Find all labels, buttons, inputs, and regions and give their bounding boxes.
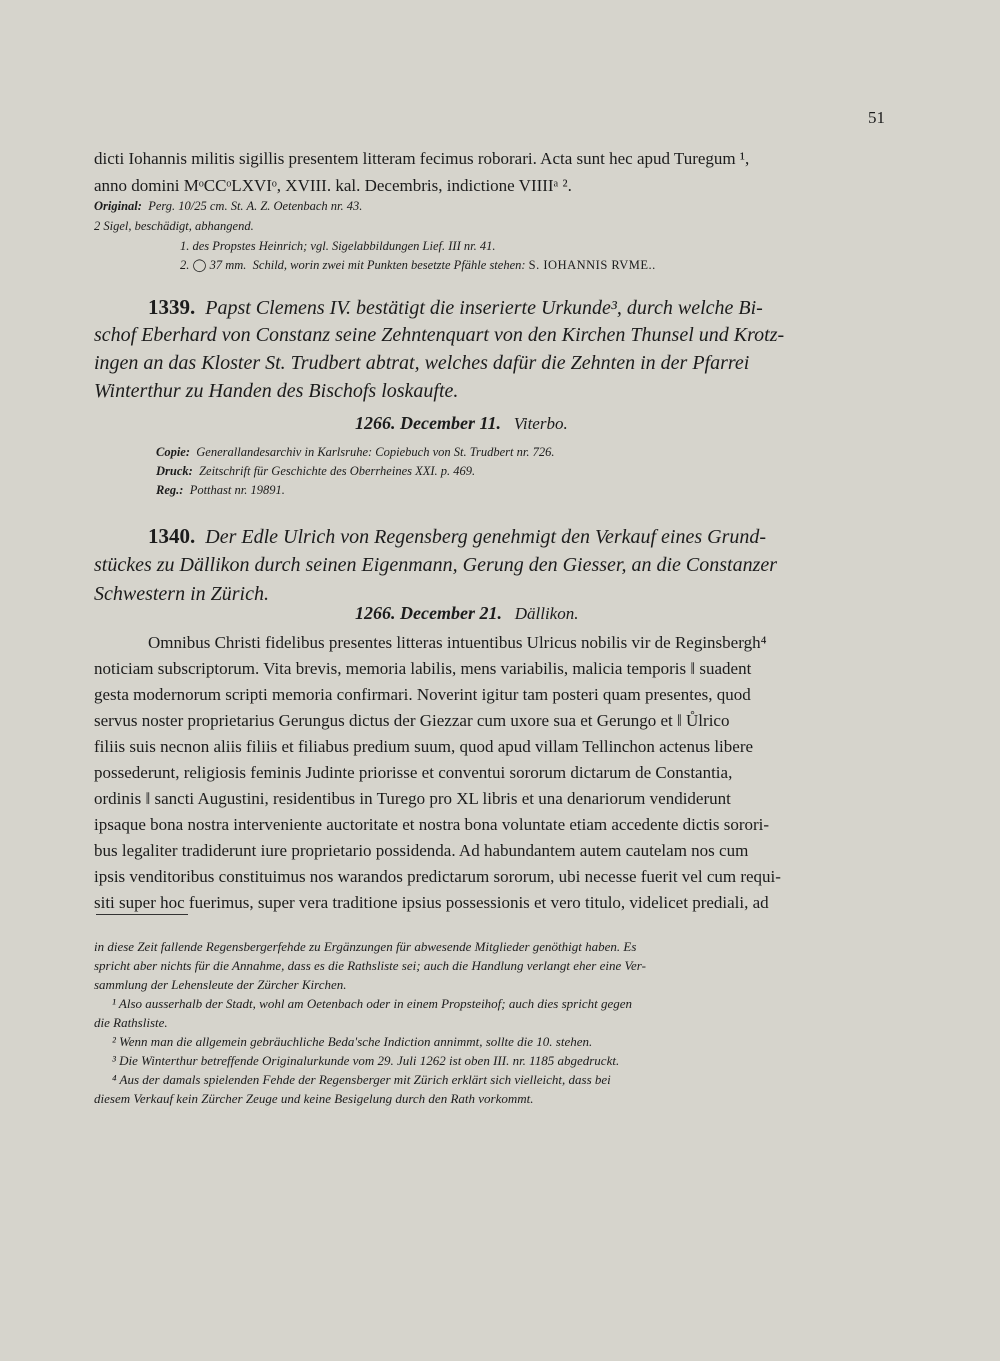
page-number: 51 [868,108,885,127]
body-line: possederunt, religiosis feminis Judinte priorisse et conventui sororum dictarum de Constantia, [94,763,733,782]
sigel-note: 2 Sigel, beschädigt, abhangend. [94,219,254,233]
footnote-4: ⁴ Aus der damals spielenden Fehde der Regensberger mit Zürich erklärt sich vielleicht, dass bei [112,1072,611,1087]
copie-label: Copie: [156,445,191,459]
doc-1339-summary: Papst Clemens IV. bestätigt die inserierte Urkunde³, durch welche Bi- [205,297,763,319]
doc-1339-place: Viterbo. [513,414,568,433]
doc-1339-number: 1339. [148,295,196,319]
body-line: Omnibus Christi fidelibus presentes litteras intuentibus Ulricus nobilis vir de Reginsbergh⁴ [148,633,767,652]
body-line: servus noster proprietarius Gerungus dictus der Giezzar cum uxore sua et Gerungo et ‖ Ůlrico [94,711,730,730]
original-label: Original: [94,199,142,213]
druck-text: Zeitschrift für Geschichte des Oberrheines XXI. p. 469. [199,464,476,478]
doc-1340-place: Dällikon. [514,604,579,623]
doc-1339-reg [156,484,285,497]
sigel-2-legend: S. IOHANNIS RVME.. [528,258,656,272]
doc-1340-heading-line [148,526,766,547]
sigel-note-1: 1. des Propstes Heinrich; vgl. Sigelabbildungen Lief. III nr. 41. [180,239,496,253]
footnote-line: diesem Verkauf kein Zürcher Zeuge und keine Besigelung durch den Rath vorkommt. [94,1091,534,1106]
footnote-1: ¹ Also ausserhalb der Stadt, wohl am Oetenbach oder in einem Propsteihof; auch dies spricht gegen [112,996,632,1011]
doc-1340-summary-line: stückes zu Dällikon durch seinen Eigenmann, Gerung den Giesser, an die Constanzer [94,554,778,576]
footnote-divider [96,914,188,915]
footnote-2: ² Wenn man die allgemein gebräuchliche Beda'sche Indiction annimmt, sollte die 10. stehen. [112,1034,593,1049]
doc-1340-dateline [355,604,578,622]
sigel-2-description: Schild, worin zwei mit Punkten besetzte Pfähle stehen: [252,258,526,272]
original-text: Perg. 10/25 cm. St. A. Z. Oetenbach nr. 43. [148,199,363,213]
footnote-3: ³ Die Winterthur betreffende Originalurkunde vom 29. Juli 1262 ist oben III. nr. 1185 abgedruckt. [112,1053,620,1068]
body-line: ipsaque bona nostra interveniente auctoritate et nostra bona voluntate etiam accedente dictis sorori- [94,815,770,834]
doc-1339-dateline [355,414,568,432]
druck-label: Druck: [156,464,193,478]
footnote-line: in diese Zeit fallende Regensbergerfehde zu Ergänzungen für abwesende Mitglieder genöthigt haben. Es [94,939,637,954]
text-line: dicti Iohannis militis sigillis presentem litteram fecimus roborari. Acta sunt hec apud Turegum ¹, [94,149,750,168]
reg-label: Reg.: [156,483,184,497]
body-line: noticiam subscriptorum. Vita brevis, memoria labilis, mens variabilis, malicia temporis ‖ suadent [94,659,752,678]
body-line: ordinis ‖ sancti Augustini, residentibus in Turego pro XL libris et una denariorum vendiderunt [94,789,731,808]
doc-1340-number: 1340. [148,524,196,548]
reg-text: Potthast nr. 19891. [189,483,285,497]
footnote-line: spricht aber nichts für die Annahme, dass es die Rathsliste sei; auch die Handlung verlangt eher eine Ver- [94,958,646,973]
footnote-line: die Rathsliste. [94,1015,168,1030]
doc-1339-summary-line: Winterthur zu Handen des Bischofs loskaufte. [94,380,459,402]
doc-1339-heading-line [148,297,763,318]
sigel-note-2 [180,259,656,272]
doc-1339-copie [156,446,554,459]
doc-1339-summary-line: schof Eberhard von Constanz seine Zehntenquart von den Kirchen Thunsel und Krotz- [94,324,785,346]
original-note [94,200,362,213]
doc-1340-summary: Der Edle Ulrich von Regensberg genehmigt den Verkauf eines Grund- [205,526,767,548]
body-line: gesta modernorum scripti memoria confirmari. Noverint igitur tam posteri quam presentes, quod [94,685,751,704]
text-line: anno domini MᵒCCᵒLXVIᵒ, XVIII. kal. Decembris, indictione VIIIIᵃ ². [94,176,572,195]
doc-1340-date: 1266. December 21. [355,603,502,623]
doc-1339-druck [156,465,475,478]
doc-1339-summary-line: ingen an das Kloster St. Trudbert abtrat, welches dafür die Zehnten in der Pfarrei [94,352,750,374]
body-line: filiis suis necnon aliis filiis et filiabus predium suum, quod apud villam Tellinchon actenus libere [94,737,754,756]
footnote-line: sammlung der Lehensleute der Zürcher Kirchen. [94,977,347,992]
body-line: ipsis venditoribus constituimus nos warandos predictarum sororum, ubi necesse fuerit vel cum requi- [94,867,781,886]
copie-text: Generallandesarchiv in Karlsruhe: Copiebuch von St. Trudbert nr. 726. [196,445,555,459]
body-line: siti super hoc fuerimus, super vera traditione ipsius possessionis et vero titulo, videlicet prediali, ad [94,893,769,912]
sigel-2-size: 2. ◯ 37 mm. [180,258,247,272]
doc-1339-date: 1266. December 11. [355,413,501,433]
body-line: bus legaliter tradiderunt iure proprietario possidenda. Ad habundantem autem cautelam nos cum [94,841,749,860]
doc-1340-summary-line: Schwestern in Zürich. [94,583,269,605]
